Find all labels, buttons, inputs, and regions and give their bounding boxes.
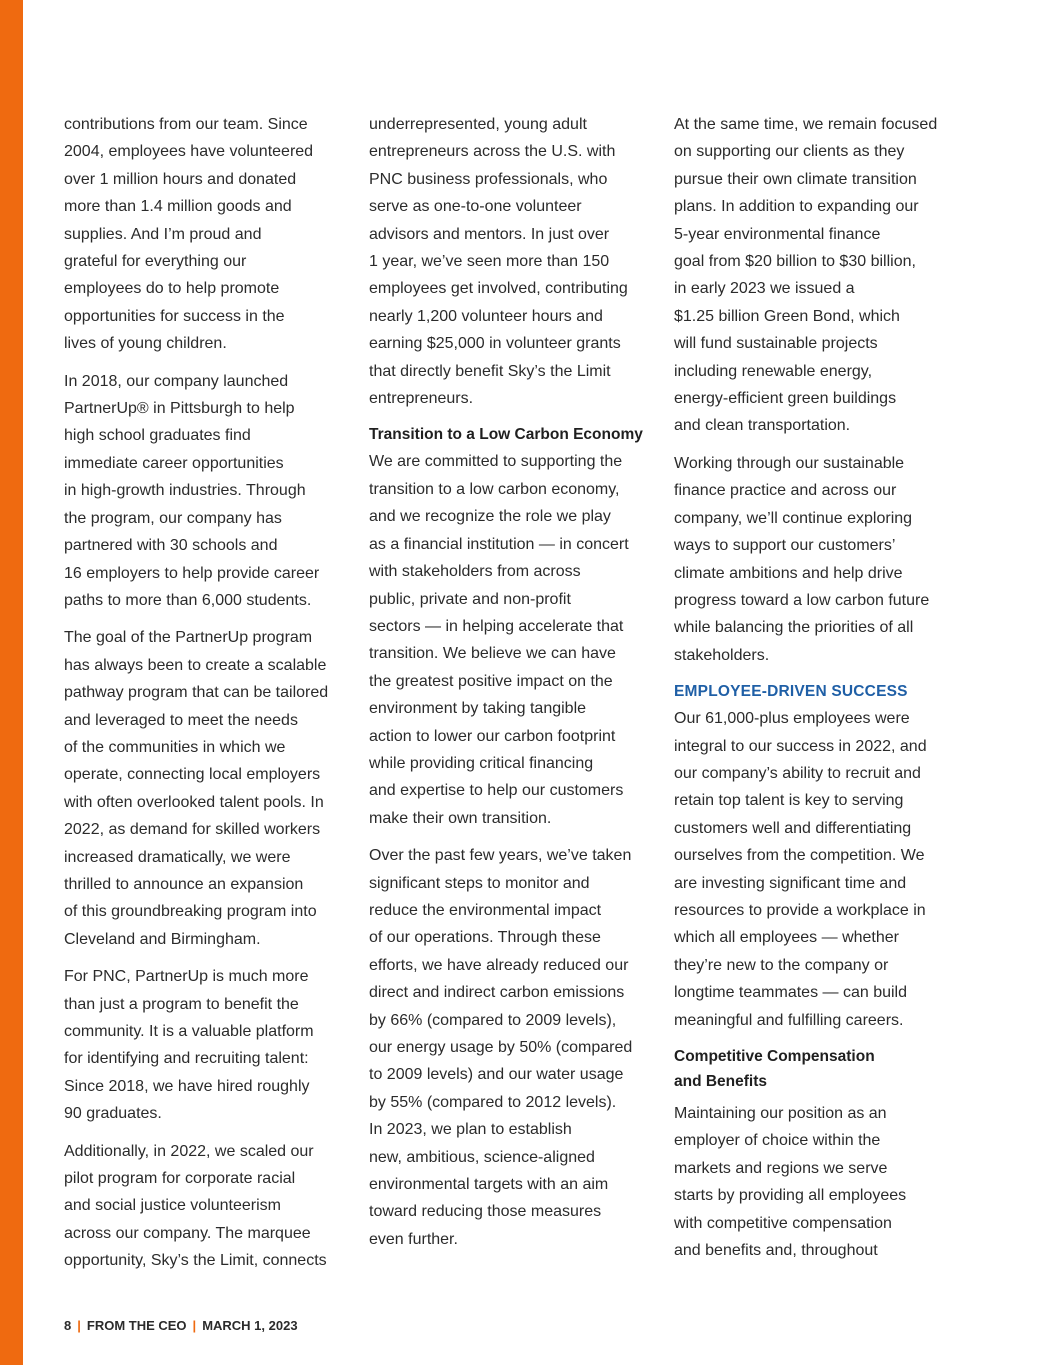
text-line: stakeholders. xyxy=(674,646,770,664)
text-line: immediate career opportunities xyxy=(64,454,284,472)
text-line: in early 2023 we issued a xyxy=(674,280,855,298)
text-line: pursue their own climate transition xyxy=(674,170,917,188)
text-line: and Benefits xyxy=(674,1073,768,1090)
text-line: paths to more than 6,000 students. xyxy=(64,591,312,609)
text-line: Over the past few years, we’ve taken xyxy=(369,847,632,865)
text-line: our company’s ability to recruit and xyxy=(674,764,921,782)
paragraph xyxy=(369,448,654,832)
text-line: partnered with 30 schools and xyxy=(64,537,278,555)
text-line: 2004, employees have volunteered xyxy=(64,143,314,161)
text-line: The goal of the PartnerUp program xyxy=(64,629,313,647)
text-line: the greatest positive impact on the xyxy=(369,672,613,690)
paragraph xyxy=(64,1138,349,1275)
text-line: At the same time, we remain focused xyxy=(674,116,938,133)
text-line: goal from $20 billion to $30 billion, xyxy=(674,253,916,271)
paragraph xyxy=(369,842,654,1253)
text-line: by 66% (compared to 2009 levels), xyxy=(369,1011,617,1029)
text-line: while balancing the priorities of all xyxy=(674,619,914,637)
text-line: earning $25,000 in volunteer grants xyxy=(369,335,621,353)
text-line: and social justice volunteerism xyxy=(64,1197,281,1215)
text-line: across our company. The marquee xyxy=(64,1224,311,1242)
footer-separator: | xyxy=(77,1318,81,1333)
paragraph xyxy=(674,1100,964,1264)
paragraph xyxy=(64,368,349,615)
text-line: Competitive Compensation xyxy=(674,1048,875,1065)
text-line: environmental targets with an aim xyxy=(369,1176,609,1194)
text-line: thrilled to announce an expansion xyxy=(64,875,304,893)
text-line: action to lower our carbon footprint xyxy=(369,727,616,745)
text-line: transition. We believe we can have xyxy=(369,645,616,663)
text-line: and leveraged to meet the needs xyxy=(64,711,298,729)
text-line: including renewable energy, xyxy=(674,362,873,380)
text-line: the program, our company has xyxy=(64,509,282,527)
text-line: by 55% (compared to 2012 levels). xyxy=(369,1093,617,1111)
text-line: progress toward a low carbon future xyxy=(674,591,930,609)
text-line: supplies. And I’m proud and xyxy=(64,225,262,243)
text-line: on supporting our clients as they xyxy=(674,143,905,161)
text-line: new, ambitious, science-aligned xyxy=(369,1148,595,1166)
text-line: retain top talent is key to serving xyxy=(674,792,904,810)
text-line: our energy usage by 50% (compared xyxy=(369,1039,633,1056)
text-line: transition to a low carbon economy, xyxy=(369,480,620,498)
subheading-compensation xyxy=(674,1044,964,1094)
footer-date: MARCH 1, 2023 xyxy=(202,1318,298,1333)
text-line: ourselves from the competition. We xyxy=(674,847,925,865)
text-line: sectors — in helping accelerate that xyxy=(369,617,624,635)
text-line: For PNC, PartnerUp is much more xyxy=(64,968,309,986)
text-line: even further. xyxy=(369,1230,458,1248)
text-line: toward reducing those measures xyxy=(369,1203,602,1221)
text-line: finance practice and across our xyxy=(674,482,897,500)
paragraph xyxy=(64,624,349,953)
section-heading-employee-success: EMPLOYEE-DRIVEN SUCCESS xyxy=(674,683,908,701)
text-line: significant steps to monitor and xyxy=(369,874,590,892)
text-line: over 1 million hours and donated xyxy=(64,170,297,188)
text-line: Cleveland and Birmingham. xyxy=(64,930,261,948)
text-line: underrepresented, young adult xyxy=(369,116,587,133)
text-line: to 2009 levels) and our water usage xyxy=(369,1066,624,1084)
text-line: will fund sustainable projects xyxy=(674,335,878,353)
text-line: opportunities for success in the xyxy=(64,307,285,325)
text-line: starts by providing all employees xyxy=(674,1187,907,1205)
text-line: operate, connecting local employers xyxy=(64,766,321,784)
page-footer xyxy=(64,1318,298,1333)
text-line: 16 employers to help provide career xyxy=(64,564,320,582)
text-line: In 2018, our company launched xyxy=(64,372,289,390)
text-line: than just a program to benefit the xyxy=(64,995,299,1013)
text-line: with often overlooked talent pools. In xyxy=(64,793,324,811)
text-line: more than 1.4 million goods and xyxy=(64,198,292,216)
column-2 xyxy=(369,111,654,1263)
text-line: Since 2018, we have hired roughly xyxy=(64,1077,310,1095)
text-line: PartnerUp® in Pittsburgh to help xyxy=(64,400,295,418)
text-line: contributions from our team. Since xyxy=(64,116,308,133)
text-line: that directly benefit Sky’s the Limit xyxy=(369,362,611,380)
text-line: they’re new to the company or xyxy=(674,956,889,974)
text-line: climate ambitions and help drive xyxy=(674,564,903,582)
accent-side-bar xyxy=(0,0,23,1365)
text-line: community. It is a valuable platform xyxy=(64,1023,314,1040)
text-line: Maintaining our position as an xyxy=(674,1105,887,1122)
footer-section: FROM THE CEO xyxy=(86,1318,187,1333)
text-line: nearly 1,200 volunteer hours and xyxy=(369,307,603,325)
text-line: make their own transition. xyxy=(369,809,552,827)
paragraph xyxy=(369,111,654,412)
text-line: meaningful and fulfilling careers. xyxy=(674,1011,904,1029)
text-line: of the communities in which we xyxy=(64,738,286,756)
text-line: are investing significant time and xyxy=(674,874,907,892)
text-line: entrepreneurs. xyxy=(369,390,474,408)
subheading-low-carbon: Transition to a Low Carbon Economy xyxy=(369,426,643,444)
text-line: increased dramatically, we were xyxy=(64,848,291,866)
text-line: environment by taking tangible xyxy=(369,700,587,718)
text-line: direct and indirect carbon emissions xyxy=(369,984,625,1002)
paragraph xyxy=(674,705,964,1034)
text-line: employer of choice within the xyxy=(674,1132,881,1150)
text-line: In 2023, we plan to establish xyxy=(369,1121,572,1139)
text-line: and benefits and, throughout xyxy=(674,1242,878,1260)
text-line: customers well and differentiating xyxy=(674,819,912,837)
text-line: with stakeholders from across xyxy=(369,563,581,581)
text-line: company, we’ll continue exploring xyxy=(674,509,913,527)
footer-separator: | xyxy=(192,1318,197,1333)
text-line: 5-year environmental finance xyxy=(674,225,881,243)
text-line: of this groundbreaking program into xyxy=(64,903,317,921)
text-line: efforts, we have already reduced our xyxy=(369,956,629,974)
text-line: Working through our sustainable xyxy=(674,454,905,472)
text-line: markets and regions we serve xyxy=(674,1159,888,1177)
paragraph xyxy=(674,111,964,440)
text-line: We are committed to supporting the xyxy=(369,453,623,471)
text-line: has always been to create a scalable xyxy=(64,656,327,674)
text-line: opportunity, Sky’s the Limit, connects xyxy=(64,1252,327,1270)
text-line: and we recognize the role we play xyxy=(369,508,611,526)
text-line: integral to our success in 2022, and xyxy=(674,737,927,755)
text-line: with competitive compensation xyxy=(674,1214,892,1232)
text-line: PNC business professionals, who xyxy=(369,170,608,188)
paragraph xyxy=(674,450,964,669)
text-line: high school graduates find xyxy=(64,427,251,445)
text-line: public, private and non-profit xyxy=(369,590,571,608)
text-line: lives of young children. xyxy=(64,335,227,353)
text-line: Additionally, in 2022, we scaled our xyxy=(64,1142,314,1160)
text-line: 1 year, we’ve seen more than 150 xyxy=(369,253,610,271)
text-line: serve as one-to-one volunteer xyxy=(369,198,582,216)
text-line: Our 61,000-plus employees were xyxy=(674,710,910,728)
text-line: 2022, as demand for skilled workers xyxy=(64,821,321,839)
text-line: as a financial institution — in concert xyxy=(369,535,629,553)
text-line: grateful for everything our xyxy=(64,253,247,271)
text-line: of our operations. Through these xyxy=(369,929,601,947)
text-line: while providing critical financing xyxy=(369,754,594,772)
text-line: pilot program for corporate racial xyxy=(64,1170,296,1188)
text-line: ways to support our customers’ xyxy=(674,537,896,555)
text-line: energy-efficient green buildings xyxy=(674,390,897,408)
text-line: resources to provide a workplace in xyxy=(674,901,926,919)
column-1 xyxy=(64,111,349,1285)
text-line: 90 graduates. xyxy=(64,1105,162,1123)
text-line: in high-growth industries. Through xyxy=(64,482,306,500)
page-number: 8 xyxy=(64,1318,72,1333)
text-line: employees do to help promote xyxy=(64,280,280,298)
text-line: which all employees — whether xyxy=(674,929,899,947)
text-line: entrepreneurs across the U.S. with xyxy=(369,143,616,161)
text-line: and expertise to help our customers xyxy=(369,782,624,800)
text-line: advisors and mentors. In just over xyxy=(369,225,610,243)
text-line: pathway program that can be tailored xyxy=(64,684,329,702)
text-line: and clean transportation. xyxy=(674,417,851,435)
column-3 xyxy=(674,111,964,1274)
text-line: plans. In addition to expanding our xyxy=(674,198,919,216)
paragraph xyxy=(64,111,349,358)
text-line: $1.25 billion Green Bond, which xyxy=(674,307,900,325)
text-line: longtime teammates — can build xyxy=(674,984,907,1002)
text-line: for identifying and recruiting talent: xyxy=(64,1050,309,1068)
text-line: reduce the environmental impact xyxy=(369,901,602,919)
paragraph xyxy=(64,963,349,1127)
text-line: employees get involved, contributing xyxy=(369,280,628,298)
